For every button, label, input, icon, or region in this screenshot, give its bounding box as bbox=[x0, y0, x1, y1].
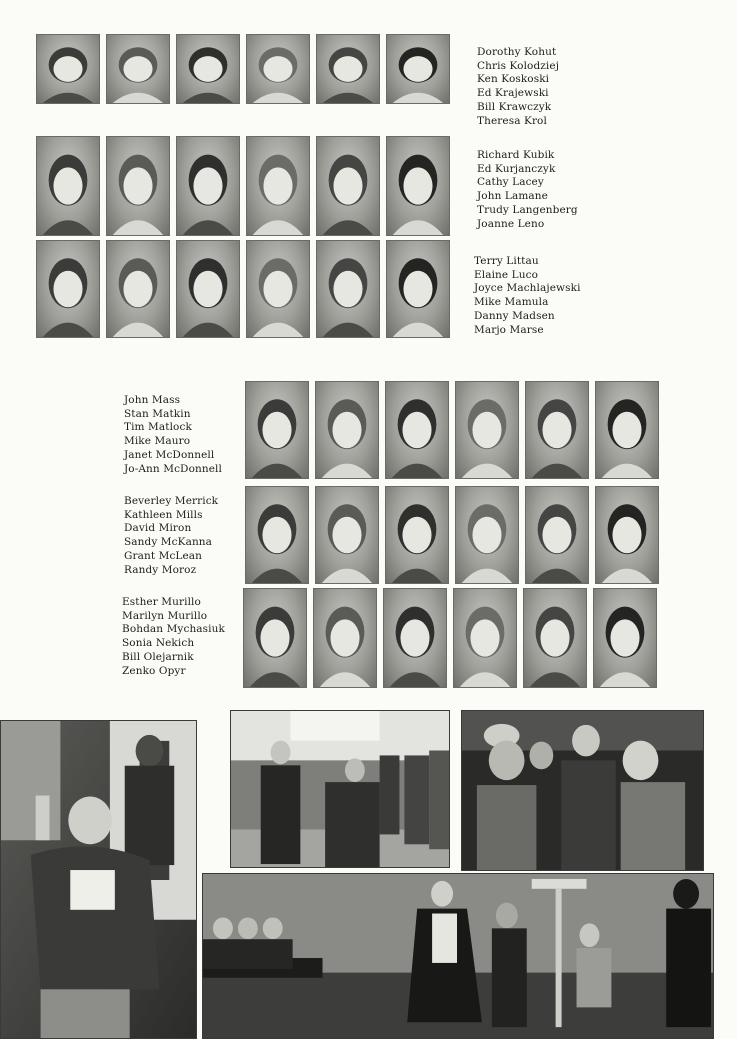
student-name: Sandy McKanna bbox=[124, 536, 213, 549]
portrait-row-6 bbox=[243, 588, 657, 688]
student-name: John Mass bbox=[124, 394, 181, 406]
student-name: Marilyn Murillo bbox=[122, 609, 208, 622]
student-portrait bbox=[106, 136, 170, 236]
student-name: Ed Kurjanczyk bbox=[477, 162, 556, 175]
student-name: Esther Murillo bbox=[122, 596, 201, 608]
student-name: Tim Matlock bbox=[124, 421, 192, 434]
student-portrait bbox=[316, 34, 380, 104]
name-list-1 bbox=[477, 46, 559, 128]
student-name: Richard Kubik bbox=[477, 149, 555, 161]
student-name: Ken Koskoski bbox=[477, 73, 550, 86]
portrait-row-2 bbox=[36, 136, 450, 236]
student-portrait bbox=[316, 136, 380, 236]
student-name: Danny Madsen bbox=[474, 309, 555, 322]
student-name: Bohdan Mychasiuk bbox=[122, 623, 225, 636]
student-portrait bbox=[315, 381, 379, 479]
name-list-3 bbox=[474, 255, 581, 337]
student-portrait bbox=[246, 34, 310, 104]
student-portrait bbox=[106, 34, 170, 104]
student-name: Cathy Lacey bbox=[477, 176, 544, 189]
student-portrait bbox=[523, 588, 587, 688]
student-name: Theresa Krol bbox=[477, 114, 547, 127]
student-name: Stan Matkin bbox=[124, 407, 191, 420]
student-name: Jo-Ann McDonnell bbox=[124, 462, 222, 475]
student-portrait bbox=[385, 486, 449, 584]
student-portrait bbox=[176, 136, 240, 236]
name-list-5 bbox=[124, 495, 218, 577]
student-name: Joyce Machlajewski bbox=[474, 282, 581, 295]
student-portrait bbox=[385, 381, 449, 479]
student-portrait bbox=[36, 34, 100, 104]
student-portrait bbox=[386, 240, 450, 338]
student-portrait bbox=[386, 34, 450, 104]
student-name: Kathleen Mills bbox=[124, 508, 203, 521]
student-portrait bbox=[593, 588, 657, 688]
student-name: Janet McDonnell bbox=[124, 448, 215, 461]
portrait-row-4 bbox=[245, 381, 659, 479]
student-name: Mike Mamula bbox=[474, 296, 549, 309]
student-name: John Lamane bbox=[477, 190, 548, 203]
student-portrait bbox=[246, 136, 310, 236]
student-portrait bbox=[176, 240, 240, 338]
student-name: Trudy Langenberg bbox=[477, 203, 578, 216]
student-name: Marjo Marse bbox=[474, 323, 544, 336]
student-portrait bbox=[525, 381, 589, 479]
group-conversation-photo bbox=[461, 710, 704, 871]
crowd-hallway-photo bbox=[230, 710, 450, 868]
student-portrait bbox=[316, 240, 380, 338]
student-portrait bbox=[455, 381, 519, 479]
student-portrait bbox=[245, 381, 309, 479]
student-portrait bbox=[313, 588, 377, 688]
student-name: Dorothy Kohut bbox=[477, 46, 557, 58]
portrait-row-1 bbox=[36, 34, 450, 104]
student-name: Chris Kolodziej bbox=[477, 59, 560, 72]
student-portrait bbox=[36, 136, 100, 236]
student-name: Terry Littau bbox=[474, 255, 539, 267]
student-name: Bill Olejarnik bbox=[122, 650, 194, 663]
student-portrait bbox=[176, 34, 240, 104]
student-portrait bbox=[36, 240, 100, 338]
portrait-row-3 bbox=[36, 240, 450, 338]
student-name: Sonia Nekich bbox=[122, 637, 195, 650]
student-name: Bill Krawczyk bbox=[477, 100, 552, 113]
name-list-2 bbox=[477, 149, 578, 231]
student-name: Ed Krajewski bbox=[477, 87, 549, 100]
student-portrait bbox=[243, 588, 307, 688]
stage-performance-photo bbox=[202, 873, 714, 1039]
student-portrait bbox=[595, 486, 659, 584]
student-portrait bbox=[525, 486, 589, 584]
hallway-costume-photo bbox=[0, 720, 197, 1039]
student-portrait bbox=[315, 486, 379, 584]
portrait-row-5 bbox=[245, 486, 659, 584]
student-name: Randy Moroz bbox=[124, 563, 197, 576]
student-portrait bbox=[595, 381, 659, 479]
student-name: Mike Mauro bbox=[124, 435, 191, 448]
student-portrait bbox=[245, 486, 309, 584]
student-name: Joanne Leno bbox=[477, 217, 545, 230]
student-name: Zenko Opyr bbox=[122, 664, 186, 677]
student-name: Elaine Luco bbox=[474, 268, 538, 281]
student-portrait bbox=[246, 240, 310, 338]
name-list-6 bbox=[122, 596, 225, 678]
student-name: Beverley Merrick bbox=[124, 495, 219, 507]
student-portrait bbox=[386, 136, 450, 236]
student-portrait bbox=[455, 486, 519, 584]
student-portrait bbox=[106, 240, 170, 338]
student-portrait bbox=[383, 588, 447, 688]
student-name: Grant McLean bbox=[124, 549, 203, 562]
name-list-4 bbox=[124, 394, 222, 476]
student-portrait bbox=[453, 588, 517, 688]
student-name: David Miron bbox=[124, 522, 192, 535]
